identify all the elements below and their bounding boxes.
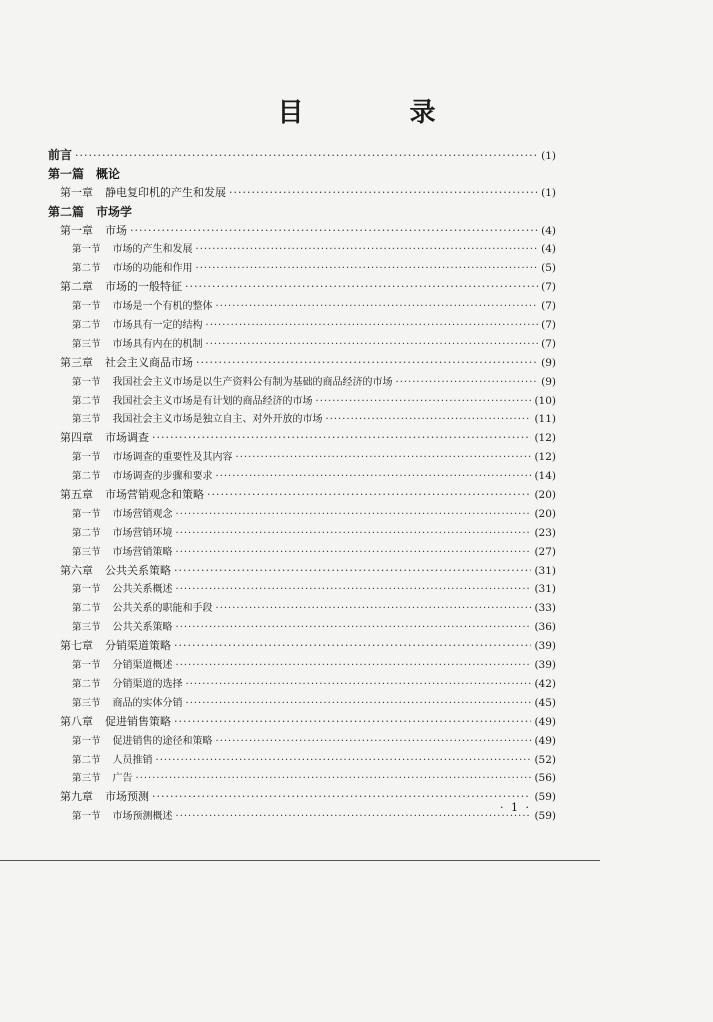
toc-entry-label	[60, 278, 182, 297]
toc-dot-leader	[326, 411, 532, 430]
toc-entry-section[interactable]	[48, 599, 556, 618]
toc-entry-page: (52)	[534, 753, 556, 766]
toc-dot-leader	[174, 562, 531, 581]
toc-entry-title: 人员推销	[112, 754, 153, 766]
page-title: 目 录	[277, 98, 476, 128]
toc-entry-title: 社会主义商品市场	[105, 355, 193, 369]
toc-dot-leader	[176, 619, 532, 638]
toc-entry-page: (5)	[541, 262, 556, 275]
toc-entry-page: (31)	[534, 583, 556, 596]
toc-entry-section[interactable]	[48, 769, 556, 788]
toc-entry-number: 第一节	[72, 301, 101, 313]
toc-dot-leader	[176, 506, 532, 525]
toc-entry-title: 公共关系的职能和手段	[112, 603, 213, 615]
toc-entry-title: 市场营销环境	[112, 527, 173, 539]
toc-dot-leader	[229, 184, 538, 203]
toc-entry-label	[48, 146, 72, 165]
toc-entry-page: (23)	[534, 526, 556, 539]
toc-entry-section[interactable]	[48, 259, 556, 278]
toc-entry-label	[60, 788, 149, 807]
bottom-rule	[0, 860, 600, 861]
toc-entry-section[interactable]	[48, 524, 556, 543]
toc-entry-section[interactable]	[48, 807, 556, 826]
toc-entry-title: 促进销售的途径和策略	[112, 735, 213, 747]
toc-entry-number: 第三节	[72, 338, 101, 350]
toc-entry-label	[72, 581, 173, 600]
toc-entry-front[interactable]	[48, 146, 556, 165]
toc-entry-number: 第一节	[72, 660, 101, 672]
toc-entry-chapter[interactable]	[48, 637, 556, 656]
toc-entry-page: (7)	[541, 337, 556, 350]
toc-entry-label	[72, 449, 233, 468]
toc-entry-number: 第一节	[72, 244, 101, 256]
toc-entry-title: 概论	[96, 166, 121, 181]
toc-entry-title: 静电复印机的产生和发展	[105, 185, 226, 199]
toc-entry-number: 第四章	[60, 431, 93, 445]
toc-entry-page: (49)	[534, 715, 556, 728]
toc-entry-section[interactable]	[48, 392, 556, 411]
toc-entry-number: 第三节	[72, 622, 101, 634]
toc-entry-title: 分销渠道的选择	[112, 678, 183, 690]
toc-entry-page: (49)	[534, 734, 556, 747]
toc-entry-number: 第七章	[60, 639, 93, 653]
toc-entry-number: 第三节	[72, 546, 101, 558]
toc-entry-section[interactable]	[48, 543, 556, 562]
toc-entry-page: (4)	[541, 243, 556, 256]
toc-entry-label	[72, 544, 173, 563]
toc-entry-number: 第三节	[72, 414, 101, 426]
toc-entry-label	[60, 637, 171, 656]
toc-entry-label	[60, 429, 149, 448]
toc-dot-leader	[176, 657, 532, 676]
toc-entry-title: 市场学	[96, 204, 133, 219]
toc-dot-leader	[176, 808, 532, 827]
toc-entry-title: 市场营销观念和策略	[105, 488, 204, 502]
toc-entry-page: (39)	[534, 640, 556, 653]
toc-entry-label	[48, 203, 132, 222]
toc-entry-page: (9)	[541, 375, 556, 388]
toc-entry-section[interactable]	[48, 732, 556, 751]
toc-entry-label	[72, 676, 183, 695]
toc-entry-label	[60, 222, 127, 241]
toc-entry-section[interactable]	[48, 505, 556, 524]
toc-entry-section[interactable]	[48, 618, 556, 637]
toc-entry-number: 第一节	[72, 508, 101, 520]
toc-entry-chapter[interactable]	[48, 713, 556, 732]
toc-dot-leader	[174, 713, 531, 732]
toc-entry-label	[60, 713, 171, 732]
toc-entry-page: (56)	[534, 772, 556, 785]
toc-entry-number: 第一章	[60, 223, 93, 237]
toc-entry-chapter[interactable]	[48, 562, 556, 581]
toc-entry-section[interactable]	[48, 751, 556, 770]
toc-entry-label	[60, 184, 226, 203]
toc-entry-page: (14)	[534, 470, 556, 483]
toc-entry-section[interactable]	[48, 373, 556, 392]
toc-entry-title: 市场调查的重要性及其内容	[112, 452, 233, 464]
toc-entry-label	[72, 241, 193, 260]
page-number: · 1 ·	[500, 801, 531, 814]
toc-entry-title: 公共关系策略	[112, 622, 173, 634]
toc-dot-leader	[206, 317, 539, 336]
toc-entry-section[interactable]	[48, 448, 556, 467]
toc-entry-number: 第二节	[72, 754, 101, 766]
toc-dot-leader	[196, 260, 539, 279]
toc-entry-number: 第二节	[72, 395, 101, 407]
toc-entry-section[interactable]	[48, 240, 556, 259]
toc-entry-label	[72, 374, 393, 393]
toc-entry-section[interactable]	[48, 694, 556, 713]
toc-entry-number: 第一节	[72, 376, 101, 388]
toc-dot-leader	[186, 695, 532, 714]
toc-dot-leader	[176, 544, 532, 563]
toc-entry-part[interactable]	[48, 203, 556, 222]
toc-entry-page: (59)	[534, 810, 556, 823]
toc-entry-title: 公共关系策略	[105, 563, 171, 577]
toc-entry-title: 市场预测概述	[112, 811, 173, 823]
toc-entry-chapter[interactable]	[48, 486, 556, 505]
toc-entry-page: (20)	[534, 507, 556, 520]
toc-entry-page: (9)	[541, 356, 556, 369]
toc-entry-title: 分销渠道策略	[105, 639, 171, 653]
toc-entry-title: 市场调查	[105, 431, 149, 445]
toc-entry-page: (12)	[534, 432, 556, 445]
toc-entry-title: 市场是一个有机的整体	[112, 301, 213, 313]
toc-entry-page: (7)	[541, 319, 556, 332]
toc-entry-label	[72, 733, 213, 752]
toc-dot-leader	[216, 298, 539, 317]
toc-entry-number: 第二节	[72, 471, 101, 483]
toc-entry-title: 市场调查的步骤和要求	[112, 471, 213, 483]
toc-entry-page: (27)	[534, 545, 556, 558]
toc-entry-page: (20)	[534, 489, 556, 502]
toc-entry-title: 广告	[112, 773, 133, 785]
toc-entry-number: 第二章	[60, 280, 93, 294]
toc-entry-number: 第二篇	[48, 204, 85, 219]
toc-entry-section[interactable]	[48, 335, 556, 354]
toc-dot-leader	[152, 788, 531, 807]
toc-entry-title: 前言	[48, 148, 73, 162]
toc-entry-page: (7)	[541, 300, 556, 313]
toc-entry-number: 第二节	[72, 603, 101, 615]
toc-entry-section[interactable]	[48, 297, 556, 316]
toc-entry-label	[72, 468, 213, 487]
toc-entry-page: (4)	[541, 224, 556, 237]
toc-entry-part[interactable]	[48, 165, 556, 184]
toc-entry-title: 公共关系概述	[112, 584, 173, 596]
toc-entry-title: 促进销售策略	[105, 714, 171, 728]
toc-entry-title: 市场预测	[105, 790, 149, 804]
toc-entry-number: 第九章	[60, 790, 93, 804]
toc-entry-section[interactable]	[48, 656, 556, 675]
toc-dot-leader	[216, 600, 532, 619]
toc-entry-chapter[interactable]	[48, 788, 556, 807]
table-of-contents	[48, 146, 556, 826]
toc-entry-page: (10)	[534, 394, 556, 407]
toc-entry-label	[60, 486, 204, 505]
toc-entry-number: 第八章	[60, 714, 93, 728]
toc-entry-label	[72, 657, 173, 676]
toc-entry-title: 我国社会主义市场是有计划的商品经济的市场	[112, 395, 313, 407]
toc-dot-leader	[207, 486, 531, 505]
toc-dot-leader	[130, 222, 538, 241]
toc-entry-page: (12)	[534, 451, 556, 464]
toc-entry-page: (42)	[534, 677, 556, 690]
toc-entry-page: (1)	[541, 186, 556, 199]
toc-entry-title: 市场具有内在的机制	[112, 338, 203, 350]
toc-entry-page: (7)	[541, 281, 556, 294]
toc-entry-chapter[interactable]	[48, 184, 556, 203]
toc-dot-leader	[196, 241, 539, 260]
toc-entry-number: 第五章	[60, 488, 93, 502]
toc-entry-title: 市场	[105, 223, 127, 237]
toc-dot-leader	[186, 676, 532, 695]
toc-dot-leader	[185, 278, 538, 297]
toc-entry-page: (45)	[534, 696, 556, 709]
toc-entry-label	[60, 562, 171, 581]
toc-dot-leader	[156, 752, 532, 771]
toc-entry-title: 我国社会主义市场是独立自主、对外开放的市场	[112, 414, 323, 426]
toc-entry-label	[72, 770, 133, 789]
toc-entry-number: 第一节	[72, 584, 101, 596]
toc-entry-number: 第一节	[72, 452, 101, 464]
toc-dot-leader	[396, 374, 539, 393]
toc-entry-number: 第二节	[72, 527, 101, 539]
toc-entry-number: 第三节	[72, 773, 101, 785]
toc-entry-label	[72, 260, 193, 279]
toc-entry-chapter[interactable]	[48, 354, 556, 373]
toc-entry-number: 第二节	[72, 320, 101, 332]
toc-entry-label	[72, 525, 173, 544]
toc-entry-label	[72, 506, 173, 525]
toc-entry-page: (39)	[534, 659, 556, 672]
toc-entry-section[interactable]	[48, 675, 556, 694]
toc-entry-label	[72, 695, 183, 714]
toc-dot-leader	[206, 336, 539, 355]
toc-entry-title: 分销渠道概述	[112, 660, 173, 672]
toc-entry-label	[72, 317, 203, 336]
toc-dot-leader	[75, 147, 538, 166]
toc-entry-chapter[interactable]	[48, 222, 556, 241]
toc-dot-leader	[174, 637, 531, 656]
toc-entry-label	[72, 411, 323, 430]
toc-entry-label	[72, 336, 203, 355]
toc-dot-leader	[176, 525, 532, 544]
toc-entry-label	[72, 752, 153, 771]
toc-entry-label	[48, 165, 120, 184]
toc-entry-number: 第一节	[72, 735, 101, 747]
toc-entry-number: 第三节	[72, 697, 101, 709]
toc-entry-number: 第一章	[60, 185, 93, 199]
toc-entry-page: (1)	[541, 150, 556, 162]
toc-entry-label	[72, 393, 313, 412]
toc-entry-label	[60, 354, 193, 373]
toc-entry-page: (59)	[534, 791, 556, 804]
toc-dot-leader	[216, 468, 532, 487]
toc-dot-leader	[136, 770, 532, 789]
toc-entry-page: (11)	[534, 413, 556, 426]
toc-entry-number: 第二节	[72, 263, 101, 275]
toc-dot-leader	[152, 429, 531, 448]
toc-entry-label	[72, 600, 213, 619]
toc-entry-page: (31)	[534, 564, 556, 577]
toc-entry-page: (33)	[534, 602, 556, 615]
toc-dot-leader	[176, 581, 532, 600]
toc-entry-title: 市场营销策略	[112, 546, 173, 558]
toc-dot-leader	[216, 733, 532, 752]
toc-entry-page: (36)	[534, 621, 556, 634]
toc-entry-section[interactable]	[48, 410, 556, 429]
toc-entry-title: 市场的一般特征	[105, 280, 182, 294]
toc-dot-leader	[236, 449, 532, 468]
toc-dot-leader	[196, 354, 538, 373]
toc-entry-label	[72, 619, 173, 638]
toc-entry-number: 第一节	[72, 811, 101, 823]
toc-entry-label	[72, 298, 213, 317]
toc-entry-number: 第六章	[60, 563, 93, 577]
toc-entry-title: 我国社会主义市场是以生产资料公有制为基础的商品经济的市场	[112, 376, 393, 388]
toc-entry-title: 市场的功能和作用	[112, 263, 193, 275]
toc-entry-section[interactable]	[48, 467, 556, 486]
toc-entry-number: 第一篇	[48, 166, 85, 181]
toc-entry-number: 第三章	[60, 355, 93, 369]
toc-entry-section[interactable]	[48, 316, 556, 335]
toc-entry-chapter[interactable]	[48, 278, 556, 297]
toc-entry-chapter[interactable]	[48, 429, 556, 448]
toc-entry-section[interactable]	[48, 580, 556, 599]
toc-dot-leader	[316, 393, 532, 412]
toc-entry-label	[72, 808, 173, 827]
toc-entry-number: 第二节	[72, 678, 101, 690]
toc-entry-title: 市场营销观念	[112, 508, 173, 520]
toc-entry-title: 市场具有一定的结构	[112, 320, 203, 332]
toc-entry-title: 市场的产生和发展	[112, 244, 193, 256]
toc-entry-title: 商品的实体分销	[112, 697, 183, 709]
